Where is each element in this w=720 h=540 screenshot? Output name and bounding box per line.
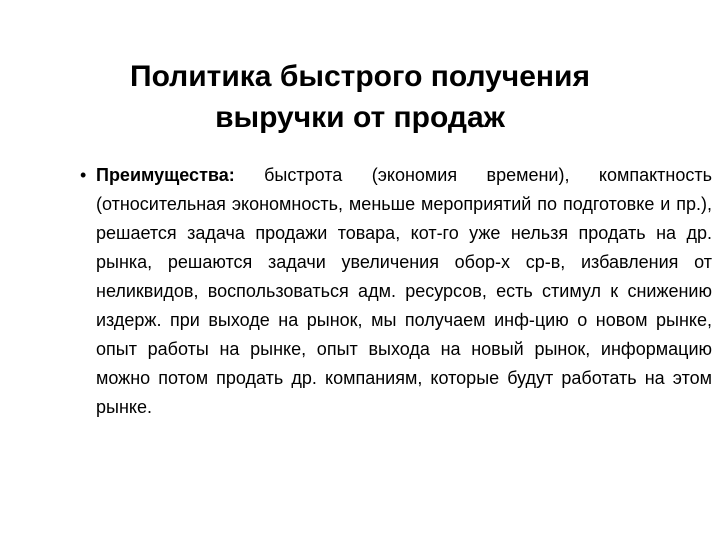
bullet-lead-label: Преимущества: bbox=[96, 165, 235, 185]
slide-title bbox=[40, 56, 680, 138]
bullet-item-advantages bbox=[80, 161, 712, 422]
slide-title-line-2: выручки от продаж bbox=[215, 101, 505, 134]
bullet-dot-icon: • bbox=[80, 165, 87, 185]
slide-title-line-1: Политика быстрого получения bbox=[130, 60, 590, 93]
slide-content bbox=[80, 161, 712, 422]
bullet-text bbox=[96, 161, 712, 422]
bullet-body-text: быстрота (экономия времени), компактность (относительная экономность, меньше мероприятий по подготовке и пр.), решается задача продажи товара, кот-го уже нельзя продать на др. рынка, решаются задачи увеличения обор-х ср-в, избавления от неликвидов, воспользоваться адм. ресурсов, есть стимул к снижению издерж. при выходе на рынок, мы получаем инф-цию о новом рынке, опыт работы на рынке, опыт выхода на новый рынок, информацию можно потом продать др. компаниям, которые будут работать на этом рынке. bbox=[96, 165, 712, 417]
